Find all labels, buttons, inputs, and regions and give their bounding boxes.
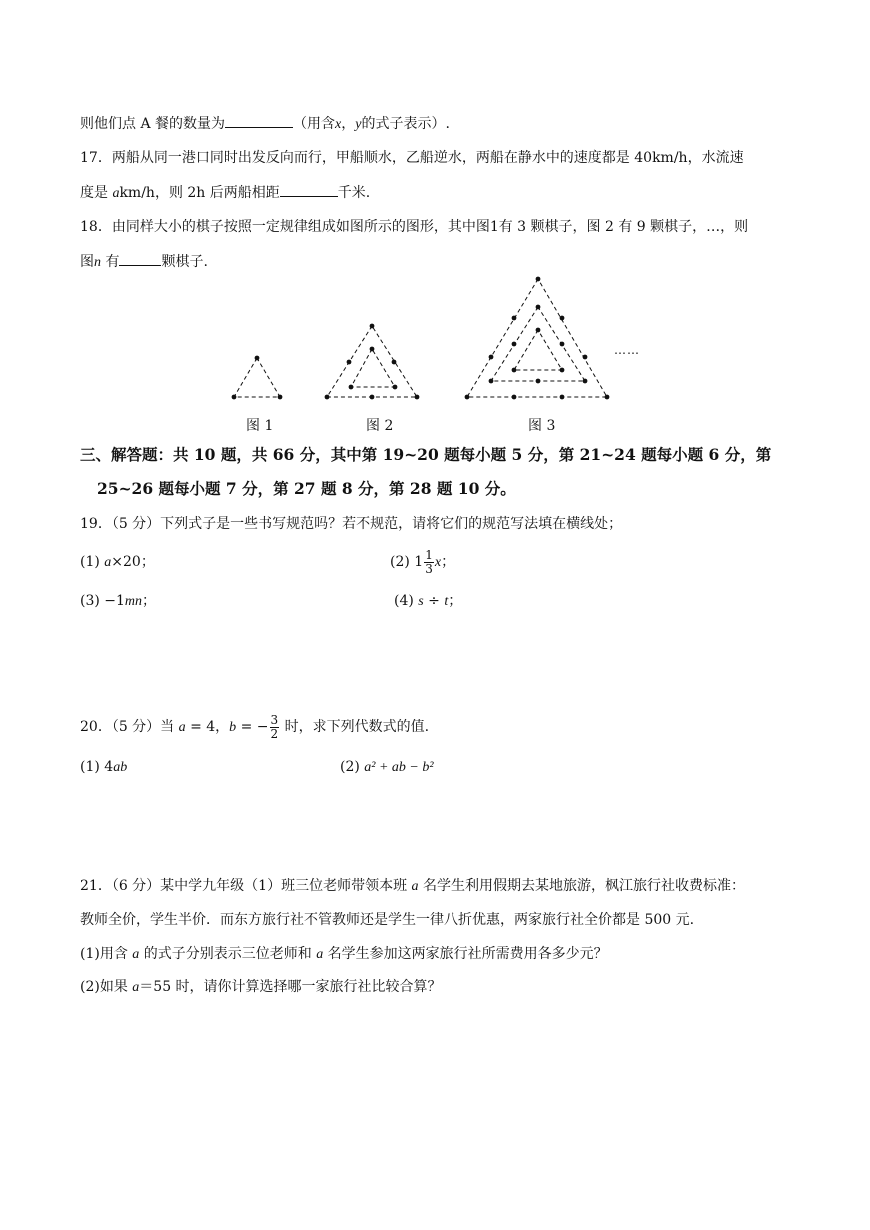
- part-label: (1): [80, 554, 105, 570]
- figure-caption-1: 图 1: [246, 418, 274, 434]
- q21-line2: 教师全价，学生半价．而东方旅行社不管教师还是学生一律八折优惠，两家旅行社全价都是 500 元.: [80, 912, 695, 928]
- q16-text: 的式子表示）.: [361, 116, 450, 132]
- q20-part1: [80, 757, 127, 778]
- q19-part2: [390, 548, 455, 577]
- piece-dot: [583, 355, 588, 360]
- q17-text: 度是: [80, 185, 113, 201]
- q16-text: 则他们点 A 餐的数量为: [80, 116, 226, 132]
- expr-text: a² + ab − b²: [364, 760, 434, 775]
- fraction-three-halves: [270, 714, 280, 741]
- triangle-pattern-figure: [0, 0, 870, 420]
- frac-num: 1: [425, 547, 433, 562]
- expr-text: ×20；: [111, 554, 155, 570]
- piece-dot: [370, 324, 375, 329]
- frac-den: 2: [270, 726, 279, 741]
- piece-dot: [536, 305, 541, 310]
- q21-part2: [80, 977, 442, 998]
- piece-dot: [325, 395, 330, 400]
- piece-dot: [512, 316, 517, 321]
- var-t: t: [444, 594, 449, 609]
- var-a: a: [132, 980, 140, 995]
- piece-dot: [465, 395, 470, 400]
- fraction-one-third: [424, 549, 434, 576]
- q21-text: (2)如果: [80, 979, 133, 995]
- piece-dot: [489, 355, 494, 360]
- piece-dot: [393, 385, 398, 390]
- piece-dot: [560, 395, 565, 400]
- var-ab: ab: [113, 760, 128, 775]
- q19-part1: [80, 552, 155, 573]
- figure-caption-2: 图 2: [366, 418, 394, 434]
- piece-dot: [232, 395, 237, 400]
- frac-num: 3: [270, 712, 279, 727]
- q16-text: ，: [341, 116, 356, 132]
- piece-dot: [512, 395, 517, 400]
- section3-heading-line2: 25~26 题每小题 7 分，第 27 题 8 分，第 28 题 10 分。: [97, 479, 516, 498]
- piece-dot: [512, 368, 517, 373]
- part-label: (3) −1: [80, 593, 125, 609]
- q20-text: = 4，: [185, 719, 230, 735]
- piece-dot: [349, 385, 354, 390]
- q21-text: 21．（6 分）某中学九年级（1）班三位老师带领本班: [80, 878, 412, 894]
- piece-dot: [278, 395, 283, 400]
- var-n: n: [94, 255, 101, 270]
- var-a: a: [132, 947, 140, 962]
- expr-text: ；: [441, 554, 456, 570]
- piece-dot: [536, 328, 541, 333]
- var-y: y: [355, 117, 362, 132]
- piece-dot: [370, 347, 375, 352]
- piece-dot: [370, 395, 375, 400]
- q20-stem: [80, 712, 429, 743]
- q18-line1: 18．由同样大小的棋子按照一定规律组成如图所示的图形，其中图1有 3 颗棋子，图 2 有 9 颗棋子，…，则: [80, 219, 749, 235]
- part-label: (2): [340, 759, 365, 775]
- fig1-triangle: [234, 358, 280, 397]
- var-a: a: [411, 879, 419, 894]
- q16-text: （用含: [293, 116, 336, 132]
- q20-text: 20．（5 分）当: [80, 719, 179, 735]
- q18-text: 颗棋子.: [161, 254, 208, 270]
- var-x: x: [335, 117, 342, 132]
- piece-dot: [536, 277, 541, 282]
- divide-sign: ÷: [423, 593, 445, 609]
- q21-text: ＝55 时，请你计算选择哪一家旅行社比较合算？: [139, 979, 442, 995]
- part-label: (2) 1: [390, 554, 424, 570]
- piece-dot: [583, 379, 588, 384]
- piece-dot: [560, 316, 565, 321]
- q19-part3: [80, 591, 156, 612]
- expr-text: ；: [142, 593, 157, 609]
- var-x: x: [434, 555, 442, 570]
- q20-text: = −: [236, 719, 269, 735]
- piece-dot: [560, 368, 565, 373]
- ellipsis-text: ……: [614, 343, 640, 357]
- var-a: a: [316, 947, 324, 962]
- var-s: s: [418, 594, 424, 609]
- q17-line1: 17．两船从同一港口同时出发反向而行，甲船顺水，乙船逆水，两船在静水中的速度都是 40km/h，水流速: [80, 150, 744, 166]
- q20-part2: [340, 757, 434, 778]
- part-label: (4): [394, 593, 419, 609]
- q21-part1: [80, 944, 608, 965]
- piece-dot: [347, 360, 352, 365]
- piece-dot: [415, 395, 420, 400]
- piece-dot: [392, 360, 397, 365]
- var-a: a: [178, 720, 186, 735]
- q21-text: (1)用含: [80, 946, 133, 962]
- q21-text: 名学生参加这两家旅行社所需费用各多少元？: [323, 946, 608, 962]
- figure-caption-3: 图 3: [528, 418, 556, 434]
- section3-heading-line1: 三、解答题：共 10 题，共 66 分，其中第 19~20 题每小题 5 分，第 21~24 题每小题 6 分，第: [80, 445, 772, 464]
- frac-den: 3: [425, 561, 433, 576]
- q21-text: 的式子分别表示三位老师和: [139, 946, 317, 962]
- q18-text: 有: [101, 254, 120, 270]
- piece-dot: [489, 379, 494, 384]
- var-a: a: [104, 555, 112, 570]
- q18-text: 图: [80, 254, 94, 270]
- var-b: b: [229, 720, 237, 735]
- q21-text: 名学生利用假期去某地旅游，枫江旅行社收费标准：: [418, 878, 745, 894]
- q19-part4: [394, 591, 462, 612]
- expr-text: ；: [448, 593, 463, 609]
- var-mn: mn: [124, 594, 143, 609]
- var-a: a: [112, 186, 120, 201]
- piece-dot: [512, 342, 517, 347]
- piece-dot: [605, 395, 610, 400]
- fig2-outer-triangle: [327, 326, 417, 397]
- q17-text: 千米.: [337, 185, 371, 201]
- fig2-inner-triangle: [351, 349, 395, 387]
- q17-text: km/h，则 2h 后两船相距: [119, 185, 280, 201]
- piece-dot: [255, 356, 260, 361]
- q20-text: 时，求下列代数式的值.: [280, 719, 430, 735]
- part-label: (1) 4: [80, 759, 114, 775]
- piece-dot: [536, 379, 541, 384]
- q19-stem: 19．（5 分）下列式子是一些书写规范吗？若不规范，请将它们的规范写法填在横线处；: [80, 516, 623, 532]
- piece-dot: [560, 342, 565, 347]
- fig3-inner-triangle: [514, 330, 562, 370]
- q21-line1: [80, 876, 745, 897]
